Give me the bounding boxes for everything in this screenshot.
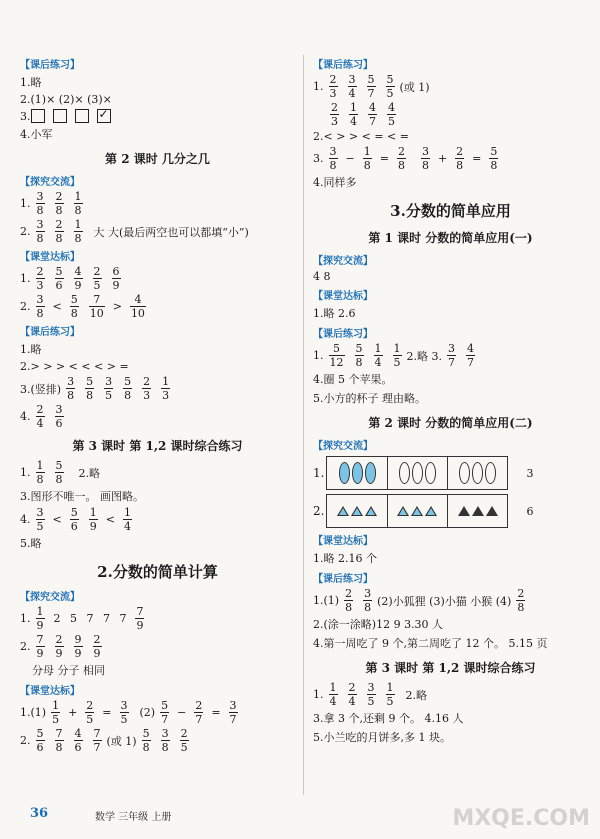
fraction: $\frac{1}{9}$ — [89, 506, 97, 533]
oval-shaded — [352, 462, 363, 484]
answer-text: (或 1) — [106, 734, 137, 748]
answer-line: 2.> > > < < < > = — [20, 360, 129, 373]
fraction: $\frac{1}{5}$ — [386, 681, 394, 708]
answer-line: 5.小方的杯子 理由略。 — [313, 392, 426, 405]
fraction: $\frac{5}{7}$ — [367, 73, 375, 100]
fraction: $\frac{4}{5}$ — [388, 101, 395, 128]
fraction: $\frac{2}{8}$ — [345, 587, 353, 614]
column-divider — [303, 55, 304, 795]
fraction: $\frac{2}{7}$ — [195, 699, 203, 726]
fraction: $\frac{5}{8}$ — [55, 459, 63, 486]
fraction: $\frac{4}{7}$ — [369, 101, 376, 128]
fraction: $\frac{9}{9}$ — [74, 633, 82, 660]
section-tag: 【课堂达标】 — [313, 536, 373, 547]
fraction: $\frac{3}{8}$ — [36, 218, 44, 245]
item-number: 1. — [20, 612, 31, 625]
oval — [412, 462, 423, 484]
fraction: $\frac{5}{12}$ — [329, 342, 344, 369]
left-column — [20, 52, 295, 756]
answer-text: (或 1) — [399, 80, 430, 94]
answer-value: 6 — [526, 504, 534, 518]
fraction: $\frac{3}{7}$ — [448, 342, 455, 369]
fraction: $\frac{2}{8}$ — [55, 218, 63, 245]
answer-line: 3. $\frac{3}{8}$ − $\frac{1}{8}$ = $\frac{2}{8}$ $\frac{3}{8}$ + $\frac{2}{8}$ = $\frac{5}{8}$ — [313, 145, 498, 172]
triangle-shaded — [411, 506, 423, 516]
answer-line — [20, 404, 295, 429]
answer-line — [20, 376, 295, 401]
fraction: $\frac{3}{8}$ — [329, 145, 337, 172]
answer-line — [20, 109, 295, 123]
answer-line: 2.(1)× (2)× (3)× — [20, 93, 112, 106]
fraction: $\frac{2}{5}$ — [86, 699, 94, 726]
answer-line: 5.小兰吃的月饼多,多 1 块。 — [313, 731, 451, 744]
section-tag: 【课后练习】 — [313, 574, 373, 585]
fraction: $\frac{1}{3}$ — [162, 375, 170, 402]
fraction: $\frac{7}{9}$ — [36, 633, 44, 660]
item-number: 2. — [313, 504, 325, 518]
fraction: $\frac{5}{8}$ — [355, 342, 363, 369]
answer-line: 4.同样多 — [313, 176, 357, 189]
item-number: 3.(竖排) — [20, 382, 62, 396]
fraction: $\frac{3}{5}$ — [105, 375, 113, 402]
fraction: $\frac{7}{8}$ — [55, 727, 63, 754]
answer-line: 2.(涂一涂略)12 9 3.30 人 — [313, 618, 444, 631]
fraction: $\frac{5}{8}$ — [490, 145, 498, 172]
fraction: $\frac{1}{4}$ — [374, 342, 382, 369]
answer-line — [313, 343, 588, 368]
item-number: 2. — [20, 225, 31, 238]
fraction: $\frac{1}{4}$ — [350, 101, 357, 128]
answer-line: 1.略 — [20, 76, 42, 89]
lesson-title: 第 1 课时 分数的简单应用(一) — [368, 231, 533, 245]
answer-line: 1.略 — [20, 343, 42, 356]
fraction: $\frac{2}{3}$ — [143, 375, 151, 402]
answer-line: 4 8 — [313, 270, 331, 283]
section-tag: 【课堂达标】 — [20, 252, 80, 263]
answer-line — [20, 219, 295, 244]
triangle-shaded — [337, 506, 349, 516]
item-number: 1. — [20, 466, 31, 479]
fraction: $\frac{4}{10}$ — [130, 293, 145, 320]
fraction: $\frac{7}{9}$ — [136, 605, 144, 632]
oval-shaded — [365, 462, 376, 484]
triangle-shaded — [425, 506, 437, 516]
fraction: $\frac{5}{6}$ — [55, 265, 63, 292]
fraction: $\frac{5}{6}$ — [70, 506, 78, 533]
triangle-shaded — [397, 506, 409, 516]
answer-line — [313, 682, 588, 707]
answer-text: 2.略 — [405, 688, 427, 702]
answer-line — [313, 102, 588, 127]
triangle — [486, 506, 498, 516]
fraction: $\frac{2}{5}$ — [93, 265, 101, 292]
answer-text: 2 5 7 7 7 — [53, 612, 127, 625]
item-number: 1. — [313, 80, 324, 93]
fraction: $\frac{1}{8}$ — [36, 459, 44, 486]
oval — [485, 462, 496, 484]
fraction: $\frac{5}{8}$ — [86, 375, 94, 402]
item-number: 3. — [313, 152, 324, 165]
oval — [399, 462, 410, 484]
answer-line — [20, 191, 295, 216]
item-number: 2. — [20, 734, 31, 747]
section-tag: 【探究交流】 — [20, 177, 80, 188]
item-number: (2) — [139, 706, 156, 719]
answer-line: 1.略 2.6 — [313, 307, 356, 320]
fraction: $\frac{1}{8}$ — [74, 218, 82, 245]
section-title: 3.分数的简单应用 — [390, 202, 511, 220]
answer-value: 3 — [526, 466, 534, 480]
fraction: $\frac{1}{8}$ — [363, 145, 371, 172]
fraction: $\frac{3}{8}$ — [67, 375, 75, 402]
lesson-title: 第 3 课时 第 1,2 课时综合练习 — [365, 661, 536, 675]
check-icon: ✓ — [98, 107, 109, 121]
checkbox-checked — [97, 109, 111, 123]
triangle-shaded — [365, 506, 377, 516]
fraction: $\frac{3}{5}$ — [367, 681, 375, 708]
fraction: $\frac{5}{7}$ — [161, 699, 169, 726]
triangle — [472, 506, 484, 516]
answer-line: 3.拿 3 个,还剩 9 个。 4.16 人 — [313, 712, 464, 725]
fraction: $\frac{5}{6}$ — [36, 727, 44, 754]
item-number: 1. — [20, 272, 31, 285]
section-tag: 【课后练习】 — [313, 329, 373, 340]
answer-line: 4.第一周吃了 9 个,第二周吃了 12 个。 5.15 页 — [313, 637, 548, 650]
section-tag: 【课堂达标】 — [313, 291, 373, 302]
fraction: $\frac{4}{9}$ — [74, 265, 82, 292]
answer-text: 2.略 3. — [406, 349, 442, 363]
fraction: $\frac{2}{4}$ — [36, 403, 44, 430]
watermark: MXQE.COM — [452, 806, 590, 831]
section-tag: 【探究交流】 — [20, 592, 80, 603]
fraction: $\frac{1}{9}$ — [36, 605, 44, 632]
section-tag: 【探究交流】 — [313, 441, 373, 452]
answer-line: 4. $\frac{3}{5}$ < $\frac{5}{6}$ $\frac{1}{9}$ < $\frac{1}{4}$ — [20, 506, 131, 533]
fraction: $\frac{3}{8}$ — [364, 587, 372, 614]
item-number: 3. — [20, 109, 31, 123]
fraction: $\frac{2}{8}$ — [55, 190, 63, 217]
fraction: $\frac{5}{8}$ — [124, 375, 132, 402]
answer-line — [20, 460, 295, 485]
fraction: $\frac{3}{8}$ — [161, 727, 169, 754]
fraction: $\frac{2}{5}$ — [180, 727, 188, 754]
fraction: $\frac{7}{10}$ — [89, 293, 104, 320]
fraction: $\frac{2}{9}$ — [93, 633, 101, 660]
fraction: $\frac{1}{4}$ — [123, 506, 131, 533]
item-number: 1.(1) — [20, 706, 47, 719]
answer-line — [313, 74, 588, 99]
item-number: 1. — [313, 688, 324, 701]
oval — [425, 462, 436, 484]
fraction: $\frac{2}{4}$ — [348, 681, 356, 708]
checkbox-empty — [53, 109, 67, 123]
section-tag: 【课堂达标】 — [20, 686, 80, 697]
answer-line: 5.略 — [20, 537, 42, 550]
answer-line — [20, 606, 295, 631]
fraction: $\frac{1}{5}$ — [393, 342, 401, 369]
section-title: 2.分数的简单计算 — [97, 563, 218, 581]
answer-line — [20, 266, 295, 291]
answer-text: 大 大(最后两空也可以都填“小”) — [93, 225, 249, 239]
fraction: $\frac{5}{5}$ — [386, 73, 394, 100]
triangle — [458, 506, 470, 516]
fraction: $\frac{1}{8}$ — [74, 190, 82, 217]
answer-line: 分母 分子 相同 — [32, 664, 105, 677]
page-number: 36 — [30, 806, 49, 821]
checkbox-empty — [31, 109, 45, 123]
oval — [472, 462, 483, 484]
triangle-shaded — [351, 506, 363, 516]
answer-text: 2.略 — [78, 466, 100, 480]
fraction: $\frac{3}{4}$ — [348, 73, 356, 100]
answer-line — [20, 728, 295, 753]
fraction: $\frac{2}{8}$ — [517, 587, 525, 614]
fraction: $\frac{3}{6}$ — [55, 403, 63, 430]
fraction: $\frac{3}{8}$ — [36, 293, 44, 320]
fraction: $\frac{3}{5}$ — [120, 699, 128, 726]
item-number: 1. — [20, 197, 31, 210]
item-number: 2. — [20, 640, 31, 653]
answer-line: 1.略 2.16 个 — [313, 552, 377, 565]
item-number: 1.(1) — [313, 594, 340, 607]
item-number: 2. — [20, 300, 31, 313]
fraction: $\frac{1}{5}$ — [52, 699, 60, 726]
fraction: $\frac{2}{3}$ — [331, 101, 338, 128]
checkbox-empty — [75, 109, 89, 123]
lesson-title: 第 2 课时 分数的简单应用(二) — [368, 416, 533, 430]
answer-line: 1.(1) $\frac{1}{5}$ + $\frac{2}{5}$ = $\frac{3}{5}$ (2) $\frac{5}{7}$ − $\frac{2}{7}$ = $\frac{3}{7}$ — [20, 699, 237, 726]
item-number: 4. — [20, 513, 31, 526]
fraction: $\frac{6}{9}$ — [112, 265, 120, 292]
fraction: $\frac{2}{3}$ — [36, 265, 44, 292]
answer-line — [313, 588, 588, 613]
answer-line: 3.图形不唯一。 画图略。 — [20, 490, 144, 503]
section-tag: 【探究交流】 — [313, 256, 373, 267]
item-number: 4. — [20, 410, 31, 423]
fraction: $\frac{1}{4}$ — [329, 681, 337, 708]
item-number: 1. — [313, 466, 325, 480]
fraction: $\frac{3}{7}$ — [229, 699, 237, 726]
fraction: $\frac{5}{8}$ — [70, 293, 78, 320]
fraction: $\frac{2}{9}$ — [55, 633, 63, 660]
lesson-title: 第 2 课时 几分之几 — [105, 152, 210, 166]
fraction: $\frac{2}{8}$ — [397, 145, 405, 172]
fraction: $\frac{2}{8}$ — [456, 145, 464, 172]
fraction: $\frac{5}{8}$ — [142, 727, 150, 754]
fraction: $\frac{3}{5}$ — [36, 506, 44, 533]
answer-line: 2. $\frac{3}{8}$ < $\frac{5}{8}$ $\frac{7}{10}$ > $\frac{4}{10}$ — [20, 293, 145, 320]
item-number: 1. — [313, 349, 324, 362]
fraction: $\frac{4}{6}$ — [74, 727, 82, 754]
fraction: $\frac{3}{8}$ — [421, 145, 429, 172]
page-footer: 数学 三年级 上册 — [95, 812, 172, 823]
oval — [459, 462, 470, 484]
answer-line: 4.小军 — [20, 128, 53, 141]
right-column — [313, 52, 588, 748]
section-tag: 【课后练习】 — [313, 60, 373, 71]
fraction: $\frac{2}{3}$ — [329, 73, 337, 100]
answer-line: 4.圈 5 个苹果。 — [313, 373, 393, 386]
fraction: $\frac{4}{7}$ — [467, 342, 474, 369]
fraction: $\frac{3}{8}$ — [36, 190, 44, 217]
answer-text: (2)小狐狸 (3)小猫 小猴 (4) — [377, 594, 512, 608]
section-tag: 【课后练习】 — [20, 60, 80, 71]
lesson-title: 第 3 课时 第 1,2 课时综合练习 — [72, 439, 243, 453]
answer-line: 2.< > > < = < = — [313, 130, 409, 143]
oval-shaded — [339, 462, 350, 484]
oval-grouping-figure — [313, 456, 588, 490]
answer-line — [20, 634, 295, 659]
section-tag: 【课后练习】 — [20, 327, 80, 338]
triangle-grouping-figure — [313, 494, 588, 528]
fraction: $\frac{7}{7}$ — [93, 727, 101, 754]
